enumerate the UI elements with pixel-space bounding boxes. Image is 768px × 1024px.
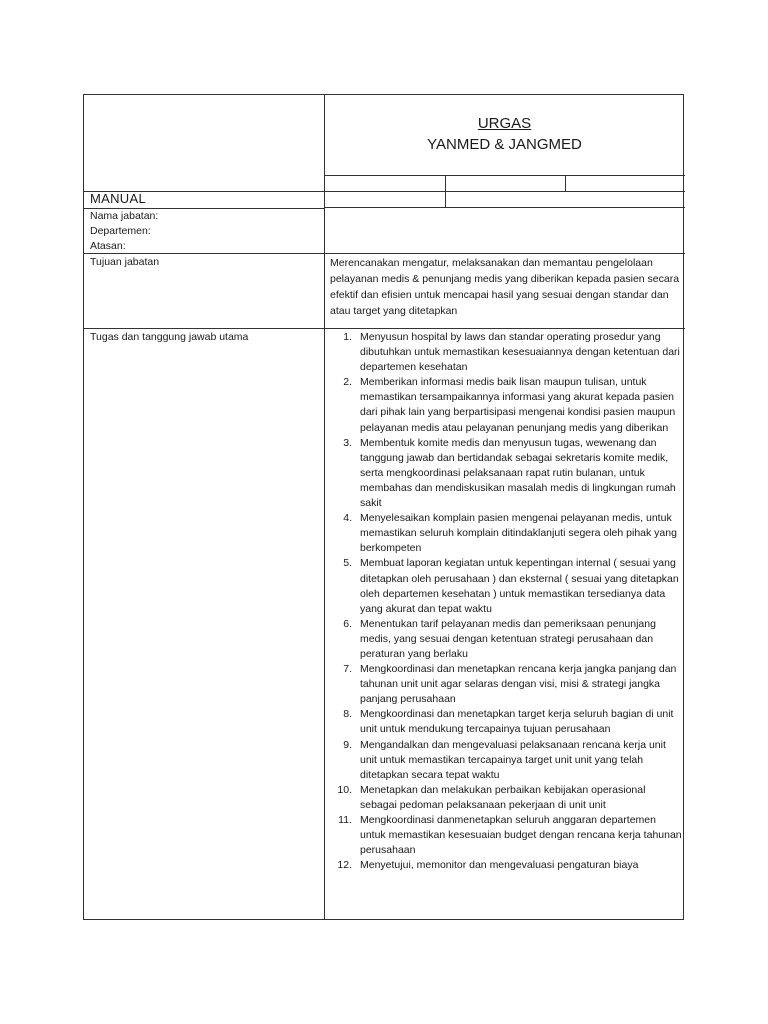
task-number: 2. <box>343 376 352 389</box>
tujuan-jabatan-text: Merencanakan mengatur, melaksanakan dan memantau pengelolaan pelayanan medis & penunjang medis yang diberikan kepada pasien secara efektif dan efisien untuk mencapai hasil yang sesuai dengan standar dan atau target yang ditetapkan <box>330 257 680 317</box>
header-divider <box>324 175 685 176</box>
task-number: 3. <box>343 436 352 449</box>
task-item <box>330 858 682 873</box>
grid-row-line <box>84 191 685 192</box>
task-text: Mengkoordinasi dan menetapkan target kerja seluruh bagian di unit unit untuk mendukung tercapainya tujuan perusahaan <box>360 708 674 736</box>
task-list <box>330 330 682 873</box>
column-divider <box>324 95 325 920</box>
doc-subtitle: YANMED & JANGMED <box>427 136 582 153</box>
task-item <box>330 556 682 616</box>
task-text: Menyelesaikan komplain pasien mengenai pelayanan medis, untuk memastikan seluruh komplain ditindaklanjuti segera oleh pihak yang berkompeten <box>360 512 677 555</box>
task-number: 10. <box>337 783 352 796</box>
task-text: Membuat laporan kegiatan untuk kepentingan internal ( sesuai yang ditetapkan oleh perusahaan ) dan eksternal ( sesuai yang ditetapkan oleh departemen kesehatan ) untuk memastikan tersedianya data yang akurat dan tepat waktu <box>360 557 679 615</box>
grid-row-line <box>324 207 685 208</box>
grid-col-line <box>565 175 566 191</box>
tujuan-jabatan-label: Tujuan jabatan <box>90 256 160 268</box>
task-number: 4. <box>343 512 352 525</box>
identity-labels <box>90 209 158 254</box>
task-text: Memberikan informasi medis baik lisan maupun tulisan, untuk memastikan tersampaikannya informasi yang akurat kepada pasien dari pihak lain yang berpartisipasi mengenai kondisi pasien maupun pelayanan medis atau pelayanan penunjang medis yang diberikan <box>360 376 676 434</box>
grid-col-line <box>445 175 446 208</box>
task-text: Menyetujui, memonitor dan mengevaluasi pengaturan biaya <box>360 859 639 872</box>
section-divider <box>84 328 685 329</box>
task-item <box>330 738 682 783</box>
section-divider <box>84 253 685 254</box>
task-item <box>330 436 682 511</box>
departemen-label: Departemen: <box>90 225 151 237</box>
task-item <box>330 617 682 662</box>
task-item <box>330 783 682 813</box>
task-number: 5. <box>343 557 352 570</box>
task-number: 1. <box>343 331 352 343</box>
task-text: Membentuk komite medis dan menyusun tugas, wewenang dan tanggung jawab dan bertidandak sebagai sekretaris komite medik, serta mengkoordinasi pelaksanaan rapat rutin bulanan, untuk membahas dan mendiskusikan masalah medis di lingkungan rumah sakit <box>360 436 676 510</box>
task-number: 11. <box>338 814 352 826</box>
task-item <box>330 511 682 556</box>
task-text: Mengkoordinasi danmenetapkan seluruh anggaran departemen untuk memastikan kesesuaian budget dengan rencana kerja tahunan perusahaan <box>360 814 682 857</box>
task-number: 6. <box>343 617 352 630</box>
task-number: 12. <box>337 859 352 872</box>
task-text: Mengkoordinasi dan menetapkan rencana kerja jangka panjang dan tahunan unit unit agar selaras dengan visi, misi & strategi jangka panjang perusahaan <box>360 663 677 706</box>
task-item <box>330 375 682 435</box>
tugas-label: Tugas dan tanggung jawab utama <box>90 331 249 343</box>
task-item <box>330 662 682 707</box>
doc-title: URGAS <box>477 115 532 132</box>
task-number: 7. <box>343 663 352 676</box>
task-text: Menyusun hospital by laws dan standar operating prosedur yang dibutuhkan untuk memastikan kesesuaiannya dengan ketentuan dari departemen kesehatan <box>360 331 680 374</box>
atasan-label: Atasan: <box>90 240 126 252</box>
task-text: Mengandalkan dan mengevaluasi pelaksanaan rencana kerja unit unit untuk memastikan tercapainya target unit unit yang telah ditetapkan secara tepat waktu <box>360 738 666 781</box>
task-item <box>330 707 682 737</box>
task-number: 8. <box>343 708 352 721</box>
task-number: 9. <box>343 738 352 751</box>
task-text: Menentukan tarif pelayanan medis dan pemeriksaan penunjang medis, yang sesuai dengan ketentuan strategi perusahaan dan peraturan yang berlaku <box>360 617 656 660</box>
job-description-form <box>83 94 684 920</box>
task-text: Menetapkan dan melakukan perbaikan kebijakan operasional sebagai pedoman pelaksanaan pekerjaan di unit unit <box>360 783 646 811</box>
nama-jabatan-label: Nama jabatan: <box>90 210 159 222</box>
task-item <box>330 330 682 375</box>
task-item <box>330 813 682 858</box>
manual-label: MANUAL <box>90 191 146 206</box>
